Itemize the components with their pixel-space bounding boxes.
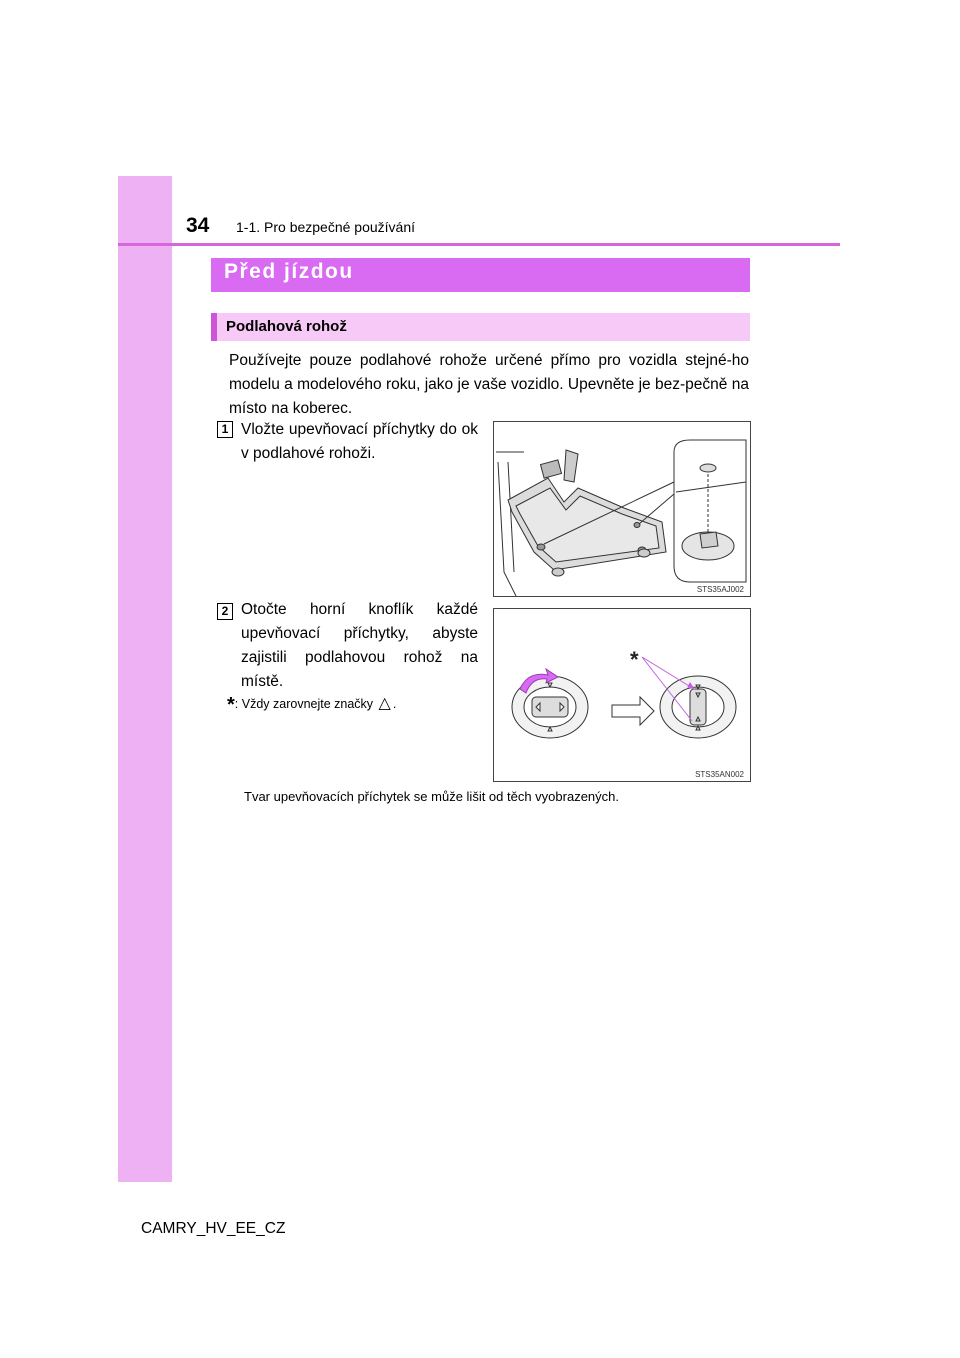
footnote-text: : Vždy zarovnejte značky [234,697,374,711]
step-1-number: 1 [217,421,233,438]
footnote-end: . [392,697,397,711]
clip-rotation-illustration [493,608,751,782]
page-number: 34 [186,214,210,237]
clip-shape-note: Tvar upevňovacích příchytek se může lišit od těch vyobrazených. [244,789,620,804]
subsection-title: Podlahová rohož [226,318,347,335]
clip-rotation-drawing [494,609,750,781]
side-color-band [118,176,172,1182]
section-title: Před jízdou [224,260,354,283]
chapter-title: 1-1. Pro bezpečné používání [236,219,416,235]
subsection-accent-bar [211,313,217,341]
footer-code: CAMRY_HV_EE_CZ [141,1220,286,1237]
footnote-marker: * [227,694,235,716]
triangle-mark-icon: △ [378,695,391,712]
step-2-text: Otočte horní knoflík každé upevňovací příchytky, abyste zajistili podlahovou rohož na místě. [241,601,478,690]
step-2-number: 2 [217,603,233,620]
footnote [227,693,396,717]
figure-code-1: STS35AJ002 [696,585,744,594]
asterisk-marker: * [630,647,639,672]
intro-paragraph: Používejte pouze podlahové rohože určené přímo pro vozidla stejné-ho modelu a modelového roku, jako je vaše vozidlo. Upevněte je bez-pečně na místo na koberec. [229,352,749,417]
step-1-text: Vložte upevňovací příchytky do ok v podlahové rohoži. [241,421,478,462]
header-divider [118,243,840,246]
floor-mat-drawing [494,422,750,596]
figure-code-2: STS35AN002 [695,770,744,779]
floor-mat-illustration [493,421,751,597]
